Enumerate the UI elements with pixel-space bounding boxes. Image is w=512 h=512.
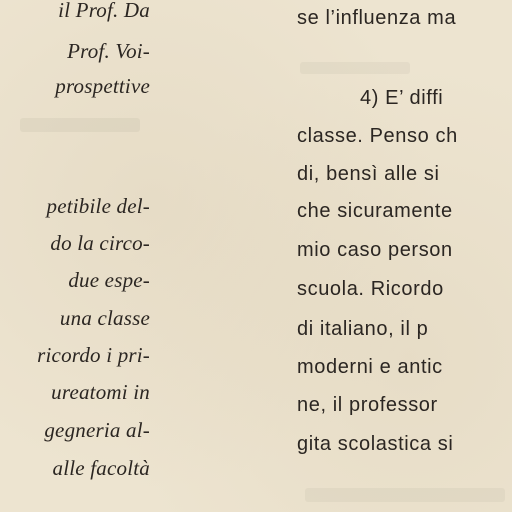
text-line: gita scolastica si <box>297 433 454 455</box>
text-line: alle facoltà <box>52 456 150 480</box>
text-line: Prof. Voi- <box>67 39 150 63</box>
text-line: una classe <box>59 306 150 330</box>
left-text-column <box>0 0 150 512</box>
text-line: due espe- <box>68 268 150 292</box>
text-line: 4) E’ diffi <box>360 87 444 109</box>
text-line: il Prof. Da <box>58 0 150 22</box>
text-line: di, bensì alle si <box>297 163 440 185</box>
text-line: mio caso person <box>297 239 453 261</box>
text-line: gegneria al- <box>44 418 150 442</box>
text-line: moderni e antic <box>297 356 443 378</box>
text-line: ureatomi in <box>51 380 150 404</box>
text-line: prospettive <box>55 74 150 98</box>
text-line: che sicuramente <box>297 200 453 222</box>
right-text-column <box>297 0 512 512</box>
text-line: petibile del- <box>46 194 150 218</box>
text-line: ricordo i pri- <box>37 343 150 367</box>
text-line: scuola. Ricordo <box>297 278 444 300</box>
text-line: do la circo- <box>50 231 150 255</box>
text-line: se l’influenza ma <box>297 7 457 29</box>
text-line: ne, il professor <box>297 394 438 416</box>
text-line: classe. Penso ch <box>297 125 458 147</box>
text-line: di italiano, il p <box>297 318 429 340</box>
